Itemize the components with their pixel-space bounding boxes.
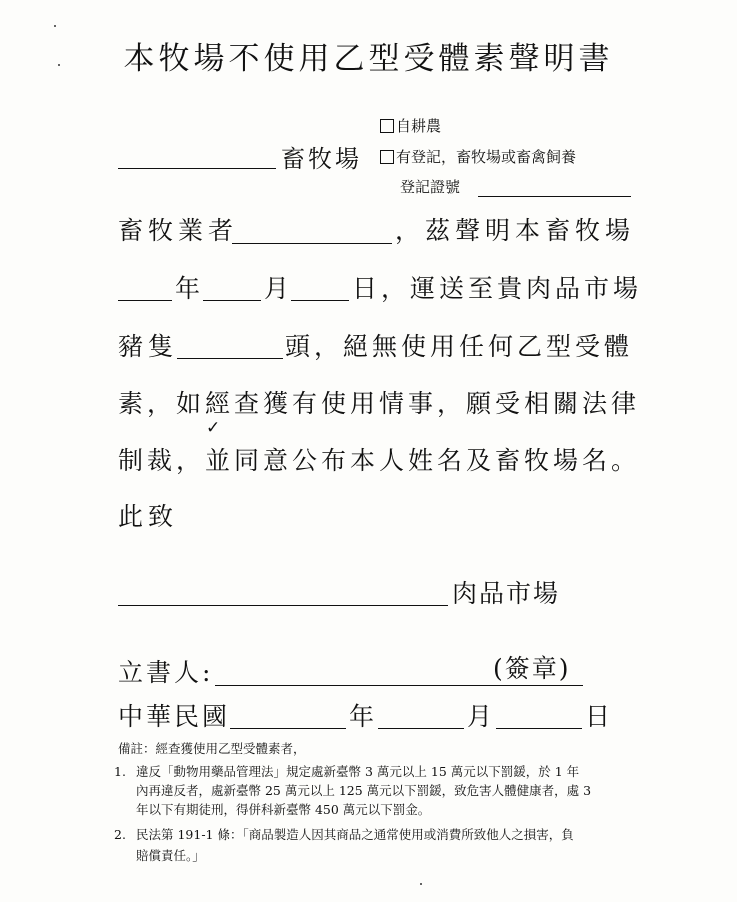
note-2-line-1: 民法第 191-1 條：「商品製造人因其商品之通常使用或消費所致他人之損害，負 [136, 827, 574, 842]
sign-day-blank[interactable] [496, 728, 582, 729]
note-1-number: 1. [114, 764, 126, 779]
body-month-label: 月 [264, 274, 295, 303]
sign-year-blank[interactable] [230, 728, 346, 729]
body-operator-label: 畜牧業者 [118, 216, 239, 245]
option-self-farmer[interactable] [380, 119, 441, 134]
farm-name-blank[interactable] [118, 168, 276, 169]
date-day-label: 日 [585, 702, 616, 731]
checkbox-registered[interactable] [380, 150, 394, 164]
body-year-label: 年 [175, 274, 206, 303]
note-1-line-1: 違反「動物用藥品管理法」規定處新臺幣 3 萬元以上 15 萬元以下罰鍰，於 1 年 [136, 764, 580, 779]
date-month-label: 月 [467, 702, 498, 731]
option-registered-label: 有登記，畜牧場或畜禽飼養 [396, 148, 577, 166]
body-line2-suffix: 日，運送至貴肉品市場 [352, 274, 643, 303]
farm-label: 畜牧場 [281, 145, 362, 173]
scan-speck [54, 25, 56, 27]
pig-count-blank[interactable] [177, 358, 283, 359]
transport-year-blank[interactable] [118, 300, 172, 301]
note-2-number: 2. [114, 827, 126, 842]
date-year-label: 年 [349, 702, 380, 731]
scan-speck [420, 883, 422, 885]
body-line1-suffix: ，茲聲明本畜牧場 [395, 216, 636, 245]
sign-month-blank[interactable] [378, 728, 464, 729]
document-title: 本牧場不使用乙型受體素聲明書 [123, 41, 614, 77]
option-self-farmer-label: 自耕農 [396, 117, 442, 135]
transport-day-blank[interactable] [291, 300, 349, 301]
note-1-line-3: 年以下有期徒刑，得併科新臺幣 450 萬元以下罰金。 [136, 802, 431, 817]
checkbox-self-farmer[interactable] [380, 119, 394, 133]
market-name-blank[interactable] [118, 605, 448, 606]
body-line5: 制裁，並同意公布本人姓名及畜牧場名。 [118, 446, 641, 475]
signer-label: 立書人: [118, 658, 214, 687]
transport-month-blank[interactable] [203, 300, 261, 301]
note-1-line-2: 內再違反者，處新臺幣 25 萬元以上 125 萬元以下罰鍰，致危害人體健康者，處 3 [136, 783, 592, 798]
body-pigs-label: 豬隻 [118, 332, 179, 361]
option-registered[interactable] [380, 150, 576, 165]
signer-name-blank[interactable] [215, 685, 583, 686]
registration-number-blank[interactable] [478, 196, 631, 197]
seal-label: (簽章) [493, 654, 571, 683]
operator-name-blank[interactable] [232, 243, 392, 244]
closing-salutation: 此致 [118, 502, 179, 531]
registration-label: 登記證號 [400, 178, 461, 196]
handwritten-check-icon: ✓ [206, 418, 221, 438]
scan-speck [58, 64, 60, 66]
notes-header: 備註：經查獲使用乙型受體素者， [118, 741, 306, 756]
note-2-line-2: 賠償責任。」 [136, 848, 205, 863]
market-label: 肉品市場 [452, 579, 561, 608]
body-line4: 素，如經查獲有使用情事，願受相關法律 [118, 389, 641, 418]
body-line3-suffix: 頭，絕無使用任何乙型受體 [285, 332, 634, 361]
date-era-label: 中華民國 [118, 702, 231, 731]
